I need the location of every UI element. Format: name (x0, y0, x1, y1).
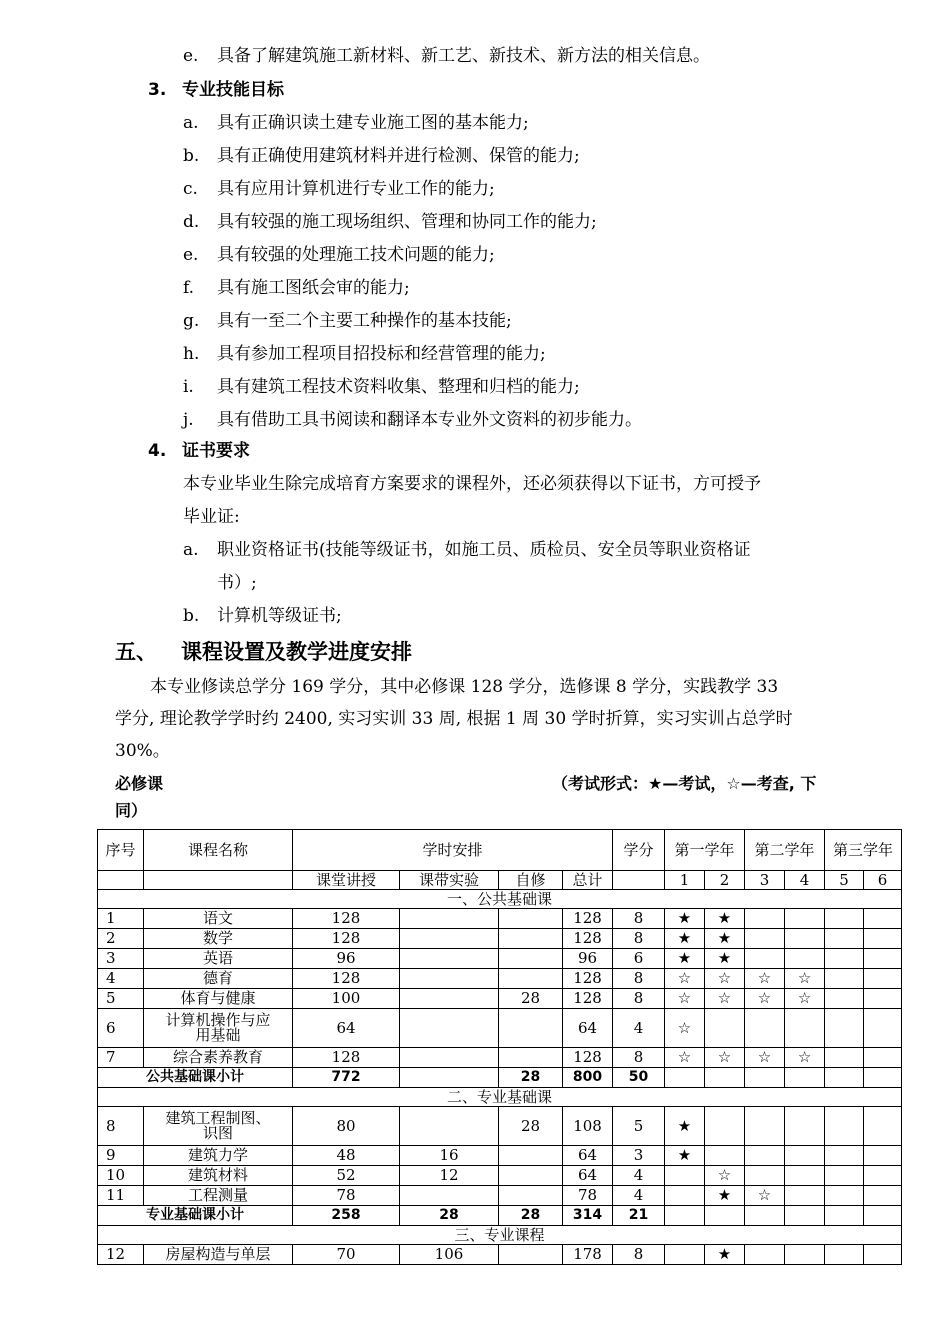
subtotal-empty (745, 1068, 785, 1088)
subheader-lab: 课带实验 (400, 871, 499, 890)
total-hours: 64 (563, 1009, 613, 1048)
exam-mark-t4 (785, 1009, 825, 1048)
subtotal-empty (665, 1206, 705, 1226)
section-number: 五、 (115, 640, 157, 664)
table-row (98, 929, 902, 949)
table-row (98, 1107, 902, 1146)
subtotal-empty (785, 1206, 825, 1226)
list-text: 具有正确使用建筑材料并进行检测、保管的能力; (217, 146, 580, 166)
lecture-hours: 128 (293, 929, 400, 949)
exam-mark-t2: ★ (705, 949, 745, 969)
exam-mark-t5 (825, 929, 864, 949)
credit: 6 (613, 949, 665, 969)
exam-mark-t4 (785, 1245, 825, 1265)
list-marker: i. (183, 377, 194, 397)
self-study-hours: 28 (499, 989, 563, 1009)
exam-mark-t1: ★ (665, 929, 705, 949)
self-study-hours (499, 949, 563, 969)
exam-mark-t6 (864, 1009, 902, 1048)
list-text: 具有一至二个主要工种操作的基本技能; (217, 311, 512, 331)
course-number: 12 (98, 1245, 144, 1265)
course-number: 6 (98, 1009, 144, 1048)
skill-item (183, 211, 597, 233)
exam-mark-t2: ★ (705, 929, 745, 949)
subtotal-total: 800 (563, 1068, 613, 1088)
skill-item (183, 277, 410, 299)
section-title: 专业技能目标 (182, 80, 284, 100)
course-number: 9 (98, 1146, 144, 1166)
table-caption-right: （考试形式：★—考试，☆—考查, 下 (552, 774, 817, 793)
total-hours: 64 (563, 1166, 613, 1186)
skill-item (183, 343, 546, 365)
exam-mark-t3: ☆ (745, 1186, 785, 1206)
credit: 8 (613, 969, 665, 989)
skill-item (183, 145, 580, 167)
exam-mark-t2: ☆ (705, 969, 745, 989)
list-marker: h. (183, 344, 200, 364)
lecture-hours: 96 (293, 949, 400, 969)
total-hours: 128 (563, 929, 613, 949)
subheader-empty (98, 871, 144, 890)
lab-hours (400, 969, 499, 989)
exam-mark-t6 (864, 949, 902, 969)
credit: 8 (613, 989, 665, 1009)
course-name: 语文 (144, 909, 293, 929)
list-text: 具有较强的处理施工技术问题的能力; (217, 245, 495, 265)
table-header-row (98, 830, 902, 871)
subtotal-empty (825, 1206, 864, 1226)
subtotal-empty (864, 1206, 902, 1226)
exam-mark-t2: ★ (705, 1186, 745, 1206)
exam-mark-t3 (745, 1107, 785, 1146)
exam-mark-t4 (785, 929, 825, 949)
exam-mark-t5 (825, 1245, 864, 1265)
section-title: 课程设置及教学进度安排 (181, 640, 412, 664)
exam-mark-t5 (825, 1166, 864, 1186)
course-name: 计算机操作与应用基础 (144, 1009, 293, 1048)
section-5-heading (115, 639, 412, 665)
list-marker: b. (183, 606, 200, 626)
self-study-hours (499, 1048, 563, 1068)
section-title-cell: 一、公共基础课 (98, 890, 902, 909)
exam-mark-t4: ☆ (785, 969, 825, 989)
lecture-hours: 64 (293, 1009, 400, 1048)
exam-mark-t1: ☆ (665, 989, 705, 1009)
exam-mark-t3 (745, 929, 785, 949)
section-number: 4. (148, 441, 167, 461)
subtotal-empty (705, 1206, 745, 1226)
total-hours: 178 (563, 1245, 613, 1265)
lab-hours (400, 1048, 499, 1068)
list-marker: e. (183, 46, 199, 66)
exam-mark-t5 (825, 989, 864, 1009)
table-row (98, 909, 902, 929)
table-row (98, 1186, 902, 1206)
subtotal-empty (705, 1068, 745, 1088)
lecture-hours: 78 (293, 1186, 400, 1206)
credit: 4 (613, 1186, 665, 1206)
section-5-paragraph-line3: 30%。 (115, 741, 170, 761)
subtotal-label: 专业基础课小计 (98, 1206, 293, 1226)
table-row (98, 1146, 902, 1166)
exam-mark-t1: ★ (665, 1146, 705, 1166)
exam-mark-t6 (864, 1146, 902, 1166)
list-marker: g. (183, 311, 200, 331)
table-section-row (98, 890, 902, 909)
list-marker: f. (183, 278, 195, 298)
course-number: 10 (98, 1166, 144, 1186)
exam-mark-t2: ★ (705, 1245, 745, 1265)
section-title-cell: 三、专业课程 (98, 1226, 902, 1245)
self-study-hours (499, 909, 563, 929)
section-number: 3. (148, 80, 167, 100)
credit: 8 (613, 1048, 665, 1068)
exam-mark-t5 (825, 1009, 864, 1048)
subheader-empty (613, 871, 665, 890)
list-text: 具有参加工程项目招投标和经营管理的能力; (217, 344, 546, 364)
lab-hours: 106 (400, 1245, 499, 1265)
list-text: 具有应用计算机进行专业工作的能力; (217, 179, 495, 199)
exam-mark-t4 (785, 1186, 825, 1206)
exam-mark-t2: ☆ (705, 1166, 745, 1186)
lecture-hours: 128 (293, 969, 400, 989)
course-name: 德育 (144, 969, 293, 989)
self-study-hours (499, 1186, 563, 1206)
subtotal-empty (665, 1068, 705, 1088)
exam-mark-t2: ☆ (705, 1048, 745, 1068)
subtotal-empty (785, 1068, 825, 1088)
exam-mark-t3 (745, 1245, 785, 1265)
subtotal-total: 314 (563, 1206, 613, 1226)
exam-mark-t5 (825, 1186, 864, 1206)
total-hours: 96 (563, 949, 613, 969)
course-number: 1 (98, 909, 144, 929)
skill-item (183, 376, 580, 398)
exam-mark-t5 (825, 1146, 864, 1166)
exam-mark-t1 (665, 1245, 705, 1265)
self-study-hours (499, 1146, 563, 1166)
skill-item (183, 244, 495, 266)
table-section-row (98, 1088, 902, 1107)
course-number: 4 (98, 969, 144, 989)
total-hours: 64 (563, 1146, 613, 1166)
self-study-hours: 28 (499, 1107, 563, 1146)
exam-mark-t4 (785, 909, 825, 929)
list-text: 具有正确识读土建专业施工图的基本能力; (217, 113, 529, 133)
course-number: 8 (98, 1107, 144, 1146)
exam-mark-t4: ☆ (785, 989, 825, 1009)
exam-mark-t1 (665, 1166, 705, 1186)
exam-mark-t6 (864, 1166, 902, 1186)
course-name: 建筑工程制图、识图 (144, 1107, 293, 1146)
list-text: 计算机等级证书; (217, 606, 342, 626)
lecture-hours: 100 (293, 989, 400, 1009)
exam-mark-t3: ☆ (745, 989, 785, 1009)
section-4-paragraph-line2: 毕业证: (183, 507, 240, 527)
header-year2: 第二学年 (745, 830, 825, 871)
subheader-self: 自修 (499, 871, 563, 890)
credit: 8 (613, 909, 665, 929)
term-3: 3 (745, 871, 785, 890)
exam-mark-t5 (825, 1048, 864, 1068)
lab-hours (400, 1107, 499, 1146)
subtotal-empty (745, 1206, 785, 1226)
lab-hours: 16 (400, 1146, 499, 1166)
list-marker: j. (183, 410, 194, 430)
term-2: 2 (705, 871, 745, 890)
credit: 8 (613, 929, 665, 949)
table-subheader-row (98, 871, 902, 890)
exam-mark-t1: ★ (665, 1107, 705, 1146)
table-row (98, 1048, 902, 1068)
exam-mark-t1: ★ (665, 949, 705, 969)
exam-mark-t6 (864, 1186, 902, 1206)
exam-mark-t3: ☆ (745, 969, 785, 989)
skill-item (183, 409, 642, 431)
exam-mark-t1: ☆ (665, 1009, 705, 1048)
list-text: 具有借助工具书阅读和翻译本专业外文资料的初步能力。 (217, 410, 642, 430)
table-body (98, 890, 902, 1265)
subtotal-empty (825, 1068, 864, 1088)
self-study-hours (499, 969, 563, 989)
section-4-heading (148, 440, 250, 462)
list-marker: a. (183, 113, 199, 133)
section-title-cell: 二、专业基础课 (98, 1088, 902, 1107)
cert-item-b (183, 605, 342, 627)
table-caption-continuation: 同） (115, 801, 148, 820)
section-3-heading (148, 79, 284, 101)
term-6: 6 (864, 871, 902, 890)
section-title: 证书要求 (182, 441, 250, 461)
course-schedule-table (97, 829, 902, 1265)
subtotal-self: 28 (499, 1206, 563, 1226)
subtotal-credit: 21 (613, 1206, 665, 1226)
table-section-row (98, 1226, 902, 1245)
total-hours: 128 (563, 969, 613, 989)
header-hours: 学时安排 (293, 830, 613, 871)
course-name: 英语 (144, 949, 293, 969)
total-hours: 108 (563, 1107, 613, 1146)
list-text: 具备了解建筑施工新材料、新工艺、新技术、新方法的相关信息。 (217, 46, 710, 66)
subheader-empty (144, 871, 293, 890)
table-row (98, 1009, 902, 1048)
subtotal-empty (864, 1068, 902, 1088)
subtotal-lecture: 258 (293, 1206, 400, 1226)
exam-mark-t5 (825, 949, 864, 969)
exam-mark-t5 (825, 1107, 864, 1146)
list-marker: b. (183, 146, 200, 166)
exam-mark-t4 (785, 1166, 825, 1186)
self-study-hours (499, 929, 563, 949)
course-name: 建筑材料 (144, 1166, 293, 1186)
lab-hours (400, 1186, 499, 1206)
lecture-hours: 52 (293, 1166, 400, 1186)
exam-mark-t3: ☆ (745, 1048, 785, 1068)
subtotal-credit: 50 (613, 1068, 665, 1088)
course-name: 工程测量 (144, 1186, 293, 1206)
exam-mark-t2 (705, 1107, 745, 1146)
section-5-paragraph-line1: 本专业修读总学分 169 学分，其中必修课 128 学分，选修课 8 学分，实践教学 33 (150, 677, 779, 697)
cert-item-a (183, 539, 751, 561)
lecture-hours: 128 (293, 909, 400, 929)
total-hours: 128 (563, 1048, 613, 1068)
lecture-hours: 80 (293, 1107, 400, 1146)
exam-mark-t2: ★ (705, 909, 745, 929)
exam-mark-t3 (745, 1009, 785, 1048)
exam-mark-t5 (825, 909, 864, 929)
term-1: 1 (665, 871, 705, 890)
course-name: 综合素养教育 (144, 1048, 293, 1068)
course-number: 5 (98, 989, 144, 1009)
lab-hours (400, 989, 499, 1009)
exam-mark-t4 (785, 1107, 825, 1146)
self-study-hours (499, 1245, 563, 1265)
exam-mark-t4 (785, 949, 825, 969)
table-row (98, 1166, 902, 1186)
list-text: 具有较强的施工现场组织、管理和协同工作的能力; (217, 212, 597, 232)
skill-item (183, 178, 495, 200)
exam-mark-t2 (705, 1009, 745, 1048)
lecture-hours: 48 (293, 1146, 400, 1166)
exam-mark-t6 (864, 909, 902, 929)
course-number: 2 (98, 929, 144, 949)
exam-mark-t6 (864, 929, 902, 949)
exam-mark-t2 (705, 1146, 745, 1166)
list-text: 具有建筑工程技术资料收集、整理和归档的能力; (217, 377, 580, 397)
exam-mark-t2: ☆ (705, 989, 745, 1009)
lab-hours (400, 929, 499, 949)
credit: 4 (613, 1009, 665, 1048)
self-study-hours (499, 1166, 563, 1186)
term-4: 4 (785, 871, 825, 890)
exam-mark-t3 (745, 1146, 785, 1166)
header-name: 课程名称 (144, 830, 293, 871)
exam-mark-t6 (864, 1245, 902, 1265)
subtotal-row (98, 1068, 902, 1088)
list-marker: d. (183, 212, 200, 232)
exam-mark-t6 (864, 989, 902, 1009)
exam-mark-t1 (665, 1186, 705, 1206)
subtotal-label: 公共基础课小计 (98, 1068, 293, 1088)
exam-mark-t3 (745, 909, 785, 929)
self-study-hours (499, 1009, 563, 1048)
table-caption-left: 必修课 (115, 774, 164, 793)
list-text: 职业资格证书(技能等级证书，如施工员、质检员、安全员等职业资格证 (217, 540, 751, 560)
header-year1: 第一学年 (665, 830, 745, 871)
course-name: 体育与健康 (144, 989, 293, 1009)
exam-mark-t6 (864, 969, 902, 989)
lab-hours (400, 909, 499, 929)
exam-mark-t6 (864, 1048, 902, 1068)
subheader-lecture: 课堂讲授 (293, 871, 400, 890)
term-5: 5 (825, 871, 864, 890)
exam-mark-t1: ☆ (665, 1048, 705, 1068)
table-row (98, 949, 902, 969)
exam-mark-t6 (864, 1107, 902, 1146)
skill-item (183, 112, 529, 134)
list-marker: e. (183, 245, 199, 265)
course-number: 7 (98, 1048, 144, 1068)
course-name: 房屋构造与单层 (144, 1245, 293, 1265)
exam-mark-t4 (785, 1146, 825, 1166)
lecture-hours: 70 (293, 1245, 400, 1265)
course-name: 建筑力学 (144, 1146, 293, 1166)
header-seq: 序号 (98, 830, 144, 871)
list-text: 具有施工图纸会审的能力; (217, 278, 410, 298)
course-name: 数学 (144, 929, 293, 949)
list-marker: c. (183, 179, 198, 199)
credit: 8 (613, 1245, 665, 1265)
subtotal-self: 28 (499, 1068, 563, 1088)
credit: 4 (613, 1166, 665, 1186)
exam-mark-t4: ☆ (785, 1048, 825, 1068)
subtotal-lecture: 772 (293, 1068, 400, 1088)
skill-item (183, 310, 512, 332)
section-4-paragraph-line1: 本专业毕业生除完成培育方案要求的课程外，还必须获得以下证书，方可授予 (183, 474, 761, 494)
exam-mark-t3 (745, 1166, 785, 1186)
list-marker: a. (183, 540, 199, 560)
subtotal-row (98, 1206, 902, 1226)
table-row (98, 989, 902, 1009)
exam-mark-t1: ★ (665, 909, 705, 929)
credit: 3 (613, 1146, 665, 1166)
header-credit: 学分 (613, 830, 665, 871)
course-number: 3 (98, 949, 144, 969)
lab-hours (400, 949, 499, 969)
lab-hours: 12 (400, 1166, 499, 1186)
table-row (98, 969, 902, 989)
exam-mark-t5 (825, 969, 864, 989)
cert-item-a-cont: 书）; (217, 573, 257, 593)
section-5-paragraph-line2: 学分, 理论教学学时约 2400, 实习实训 33 周, 根据 1 周 30 学时折算，实习实训占总学时 (115, 709, 793, 729)
lab-hours (400, 1009, 499, 1048)
table-row (98, 1245, 902, 1265)
credit: 5 (613, 1107, 665, 1146)
exam-mark-t1: ☆ (665, 969, 705, 989)
total-hours: 128 (563, 989, 613, 1009)
exam-mark-t3 (745, 949, 785, 969)
list-item-e (183, 45, 710, 67)
course-number: 11 (98, 1186, 144, 1206)
header-year3: 第三学年 (825, 830, 902, 871)
total-hours: 78 (563, 1186, 613, 1206)
subtotal-lab (400, 1068, 499, 1088)
subtotal-lab: 28 (400, 1206, 499, 1226)
total-hours: 128 (563, 909, 613, 929)
lecture-hours: 128 (293, 1048, 400, 1068)
subheader-total: 总计 (563, 871, 613, 890)
